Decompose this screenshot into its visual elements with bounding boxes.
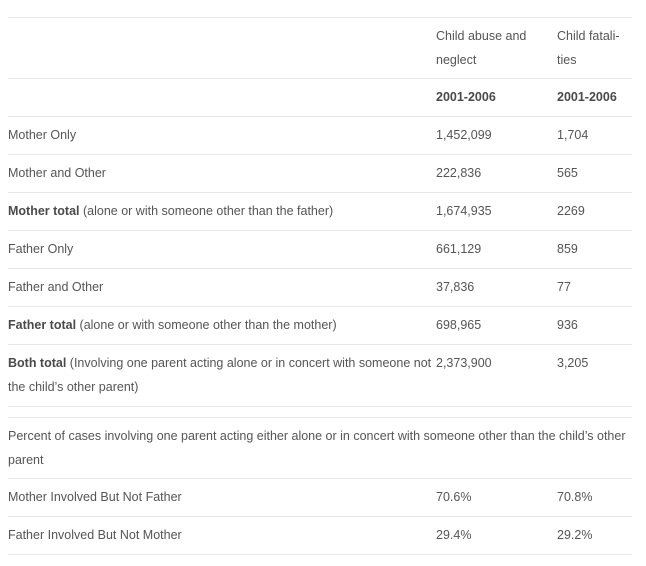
header-fatalities: Child fatali-ties [557, 18, 632, 79]
row-label-rest: (alone or with someone other than the mother) [76, 318, 337, 332]
period-fatalities: 2001-2006 [557, 79, 632, 117]
row-label [8, 307, 436, 345]
header-abuse: Child abuse and neglect [436, 18, 557, 79]
table-row [8, 117, 632, 155]
fatal-value: 1,704 [557, 117, 632, 155]
abuse-value: 1,452,099 [436, 117, 557, 155]
row-label-bold: Mother total [8, 204, 80, 218]
row-label: Mother Only [8, 117, 436, 155]
row-label [8, 193, 436, 231]
table-row [8, 269, 632, 307]
table-row [8, 193, 632, 231]
row-label: Mother and Other [8, 155, 436, 193]
row-label-bold: Both total [8, 356, 67, 370]
row-label-bold: Father total [8, 318, 77, 332]
abuse-value: 70.6% [436, 479, 557, 517]
row-label: Father Only [8, 231, 436, 269]
row-label: Father Involved But Not Mother [8, 517, 436, 555]
abuse-value: 222,836 [436, 155, 557, 193]
fatal-value: 29.2% [557, 517, 632, 555]
abuse-value: 698,965 [436, 307, 557, 345]
table-row [8, 231, 632, 269]
table-row [8, 479, 632, 517]
table-row [8, 345, 632, 407]
fatal-value: 859 [557, 231, 632, 269]
fatal-value: 70.8% [557, 479, 632, 517]
row-label: Father and Other [8, 269, 436, 307]
abuse-value: 29.4% [436, 517, 557, 555]
table-row [8, 517, 632, 555]
fatal-value: 936 [557, 307, 632, 345]
fatal-value: 3,205 [557, 345, 632, 407]
row-label-rest: (Involving one parent acting alone or in concert with someone not the child’s other parent) [8, 356, 432, 394]
row-label-rest: (alone or with someone other than the father) [79, 204, 334, 218]
data-table [8, 17, 632, 555]
period-row [8, 79, 632, 117]
header-row [8, 18, 632, 79]
abuse-value: 37,836 [436, 269, 557, 307]
percent-heading: Percent of cases involving one parent acting either alone or in concert with someone other than the child’s other parent [8, 418, 632, 479]
fatal-value: 77 [557, 269, 632, 307]
table-row [8, 307, 632, 345]
abuse-value: 2,373,900 [436, 345, 557, 407]
percent-heading-row [8, 418, 632, 479]
header-empty-cell [8, 18, 436, 79]
fatal-value: 565 [557, 155, 632, 193]
fatal-value: 2269 [557, 193, 632, 231]
row-label: Mother Involved But Not Father [8, 479, 436, 517]
period-abuse: 2001-2006 [436, 79, 557, 117]
row-label [8, 345, 436, 407]
section-divider [8, 407, 632, 418]
abuse-value: 661,129 [436, 231, 557, 269]
table-row [8, 155, 632, 193]
abuse-value: 1,674,935 [436, 193, 557, 231]
